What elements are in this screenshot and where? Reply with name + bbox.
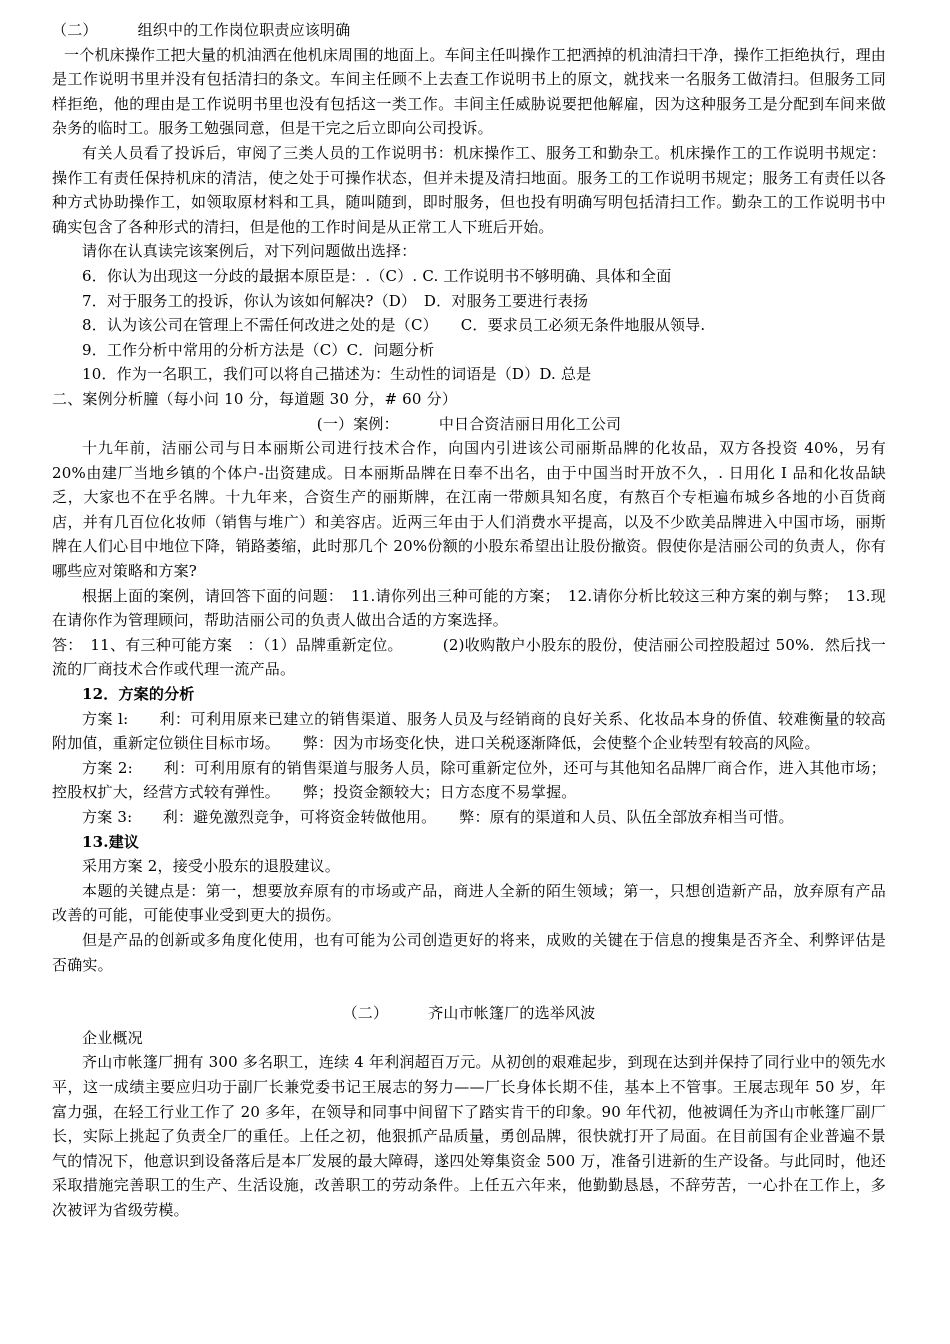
question-8: 8．认为该公司在管理上不需任何改进之处的是（C） C．要求员工必须无条件地服从领导. (82, 316, 706, 335)
part-heading: 二、案例分析朣（每小问 10 分，每道题 30 分，# 60 分） (52, 389, 458, 408)
section-heading (52, 18, 886, 43)
case-number: （二） (342, 1004, 389, 1023)
section-number: （二） (52, 21, 98, 39)
plan-1: 方案 l: 利：可利用原来已建立的销售渠道、服务人员及与经销商的良好关系、化妆品本身的侨值、较难衡量的较高附加值，重新定位锁住目标市场。 弊：因为市场变化快，进口关税逐渐降低，会使整个企业转型有较高的风险。 (52, 709, 886, 753)
answer-11 (52, 633, 886, 682)
case-title: 齐山市帐篷厂的选举风波 (428, 1004, 596, 1023)
case-heading (52, 412, 886, 437)
paragraph: 齐山市帐篷厂拥有 300 多名职工，连续 4 年利润超百万元。从初创的艰难起步，到现在达到并保持了同行业中的领先水平，这一成绩主要应归功于副厂长兼党委书记王展志的努力——厂长身体长期不佳，基本上不管事。王展志现年 50 岁，年富力强，在轻工行业工作了 20 多年，在领导和同事中间留下了踏实肯干的印象。90 年代初，他被调任为齐山市帐篷厂副厂长，实际上挑起了负责全厂的重任。上任之初，他狠抓产品质量，勇创品牌，很快就打开了局面。在目前国有企业普遍不景气的情况下，他意识到设备落后是本厂发展的最大障碍，遂四处筹集资金 500 万，准备引进新的生产设备。与此同时，他还采取措施完善职工的生产、生活设施，改善职工的劳动条件。上任五六年来，他勤勤恳恳，不辞劳苦，一心扑在工作上，多次被评为省级劳模。 (52, 1053, 886, 1219)
answer-11-part-a: 答： 11、有三种可能方案 ：（1）品牌重新定位。 (52, 635, 403, 654)
paragraph: 有关人员看了投诉后，审阅了三类人员的工作说明书：机床操作工、服务工和勤杂工。机床操作工的工作说明书规定：操作工有责任保持机床的清洁，使之处于可操作状态，但并未提及清扫地面。服务工的工作说明书规定；服务工有责任以各种方式协助操作工，如领取原材料和工具，随叫随到，即时服务，但也投有明确写明包括清扫工作。勤杂工的工作说明书中确实包含了各种形式的清扫，但是他的工作时间是从正常工人下班后开始。 (52, 143, 886, 236)
conclusion: 但是产品的创新或多角度化使用，也有可能为公司创造更好的将来，成败的关键在于信息的搜集是否齐全、利弊评估是否确实。 (52, 930, 886, 974)
answer-11-part-b: (2)收购散户小股东的股份，使洁丽公司控股超过 50%．然后找一流的厂商技术合作或代理一流产品。 (52, 635, 886, 679)
question-7: 7．对于服务工的投诉，你认为该如何解决?（D） D．对服务工要进行表扬 (82, 291, 589, 310)
key-points: 本题的关键点是：第一，想要放弃原有的市场或产品，商进人全新的陌生领域；第一，只想创造新产品，放弃原有产品改善的可能，可能使事业受到更大的损伤。 (52, 881, 886, 925)
question-10: 10．作为一名职工，我们可以将自己描述为：生动性的词语是（D）D. 总是 (82, 365, 592, 384)
section-title: 组织中的工作岗位职责应该明确 (137, 21, 351, 39)
case-number: (一）案例： (316, 414, 399, 433)
recommendation: 采用方案 2，接受小股东的退股建议。 (82, 857, 340, 876)
question-6: 6．你认为出现这一分歧的最据本原臣是：.（C）. C. 工作说明书不够明确、具体和全面 (82, 266, 672, 285)
answer-13-heading: 13.建议 (82, 832, 140, 851)
case-title: 中日合资洁丽日用化工公司 (438, 414, 622, 433)
spacer (52, 977, 886, 1001)
paragraph: 请你在认真读完该案例后，对下列问题做出选择： (82, 242, 417, 261)
paragraph: 一个机床操作工把大量的机油洒在他机床周围的地面上。车间主任叫操作工把洒掉的机油清扫干净，操作工拒绝执行，理由是工作说明书里并没有包括清扫的条文。车间主任顾不上去查工作说明书上的原文，就找来一名服务工做清扫。但服务工同样拒绝，他的理由是工作说明书里也没有包括这一类工作。丰间主任威胁说要把他解雇，因为这种服务工是分配到车间来做杂务的临时工。服务工勉强同意，但是干完之后立即向公司投诉。 (52, 45, 886, 138)
paragraph: 根据上面的案例，请回答下面的问题： 11.请你列出三种可能的方案； 12.请你分析比较这三种方案的剃与弊； 13.现在请你作为管理顾问，帮助洁丽公司的负责人做出合适的方案选择。 (52, 586, 886, 630)
subheading: 企业概况 (82, 1028, 143, 1047)
plan-2: 方案 2: 利：可利用原有的销售渠道与服务人员，除可重新定位外，还可与其他知名品牌厂商合作，进入其他市场；控股权扩大，经营方式较有弹性。 弊；投资金额较大；日方态度不易掌握。 (52, 758, 886, 802)
case-heading (52, 1001, 886, 1026)
paragraph: 十九年前，洁丽公司与日本丽斯公司进行技术合作，向国内引进该公司丽斯品牌的化妆品，双方各投资 40%，另有 20%由建厂当地乡镇的个体户-岀资建成。日本丽斯品牌在日奉不出名，由于中国当时开放不久，. 日用化 I 品和化妆品缺乏，大家也不在乎名牌。十九年来，合资生产的丽斯牌，在江南一带颇具知名度，有熬百个专柜遍布城乡各地的小百货商店，并有几百位化妆师（销售与堆广）和美容店。近两三年由于人们消费水平提高，以及不少欧美品牌进入中国市场，丽斯牌在人们心目中地位下降，销路萎缩，此时那几个 20%份额的小股东希望出让股份撤资。假使你是洁丽公司的负责人，你有哪些应对策略和方案? (52, 439, 886, 581)
question-9: 9．工作分析中常用的分析方法是（C）C．问题分析 (82, 340, 435, 359)
plan-3: 方案 3: 利：避免激烈竞争，可将资金转做他用。 弊：原有的渠道和人员、队伍全部放弃相当可惜。 (82, 808, 794, 826)
answer-12-heading: 12．方案的分析 (82, 685, 195, 704)
